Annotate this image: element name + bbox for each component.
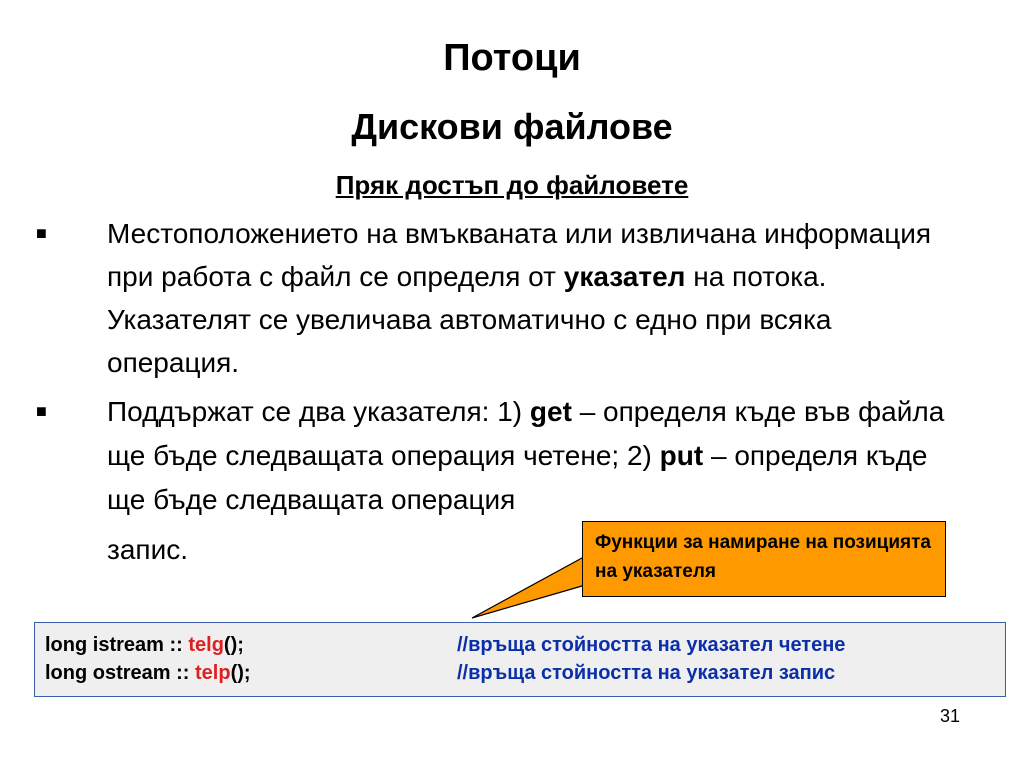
bullet-text: запис. [107, 534, 188, 565]
bullet-bold-term: get [529, 396, 572, 427]
slide-subtitle: Дискови файлове [351, 106, 673, 147]
code-prefix: long istream :: [45, 634, 189, 656]
bullet-bold-term: put [659, 440, 704, 471]
callout-box: Функции за намиране на позицията на указателя [582, 521, 946, 597]
code-comment: //връща стойността на указател запис [457, 662, 836, 684]
bullet-text: Поддържат се два указателя: 1) [107, 396, 530, 427]
code-declaration [45, 659, 251, 687]
section-heading: Пряк достъп до файловете [335, 170, 689, 200]
bullet-text: Местоположението на вмъкваната или извличана информация при работа с файл се определя от [107, 218, 932, 292]
code-prefix: long ostream :: [45, 662, 196, 684]
function-name-telp: telp [195, 662, 231, 684]
code-suffix: (); [230, 662, 251, 684]
page-number: 31 [939, 706, 960, 726]
code-line-telp [45, 659, 995, 687]
bullet-text: на потока. Указателят се увеличава автоматично с едно при всяка операция. [107, 261, 832, 378]
square-bullet-icon: ■ [36, 401, 47, 421]
bullet-text: – определя къде във файла ще бъде следващата операция четене; 2) [107, 396, 945, 471]
code-comment: //връща стойността на указател четене [457, 634, 846, 656]
slide-title: Потоци [443, 37, 581, 79]
code-suffix: (); [223, 634, 244, 656]
bullet-text: – определя къде ще бъде следващата операция [107, 440, 928, 515]
code-declaration [45, 631, 244, 659]
function-name-telg: telg [188, 634, 224, 656]
bullet-bold-term: указател [563, 261, 686, 292]
code-box [34, 622, 1006, 697]
bullet-item-pointer-location [0, 212, 1024, 384]
square-bullet-icon: ■ [36, 223, 47, 243]
code-line-telg [45, 631, 995, 659]
